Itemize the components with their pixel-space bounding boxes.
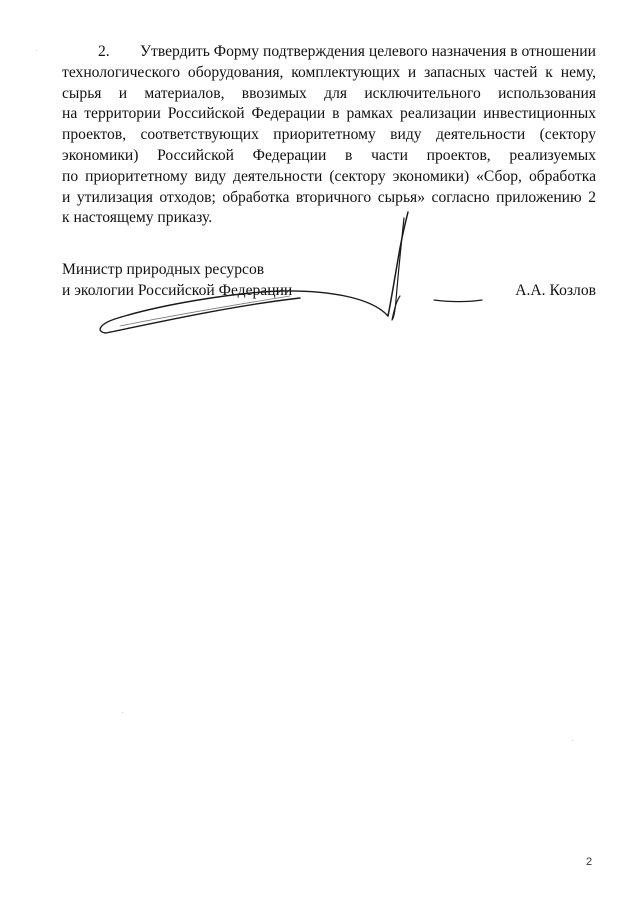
paragraph-line: на территории Российской Федерации в рамках реализации инвестиционных xyxy=(62,105,596,123)
item-number: 2. xyxy=(98,43,110,60)
paragraph-line: по приоритетному виду деятельности (сектору экономики) «Сбор, обработка xyxy=(62,167,596,185)
paragraph-line xyxy=(62,42,596,63)
signatory-name: А.А. Козлов xyxy=(515,281,596,299)
resolution-paragraph xyxy=(62,42,596,229)
signatory-title-line-2: и экологии Российской Федерации xyxy=(62,281,293,299)
signatory-title-line-1: Министр природных ресурсов xyxy=(62,261,265,278)
scan-artifact xyxy=(36,50,37,51)
signature-block xyxy=(62,260,596,302)
paragraph-line: проектов, соответствующих приоритетному виду деятельности (сектору xyxy=(62,126,596,144)
paragraph-line-text: Утвердить Форму подтверждения целевого назначения в отношении xyxy=(140,43,596,60)
paragraph-line: и утилизация отходов; обработка вторичного сырья» согласно приложению 2 xyxy=(62,188,596,206)
paragraph-line: к настоящему приказу. xyxy=(62,209,213,227)
scan-artifact xyxy=(572,740,573,741)
paragraph-line: экономики) Российской Федерации в части проектов, реализуемых xyxy=(62,146,596,164)
paragraph-line: технологического оборудования, комплектующих и запасных частей к нему, xyxy=(62,63,596,81)
paragraph-line: сырья и материалов, ввозимых для исключительного использования xyxy=(62,84,596,102)
scan-artifact xyxy=(122,712,123,713)
page-number: 2 xyxy=(586,856,593,868)
